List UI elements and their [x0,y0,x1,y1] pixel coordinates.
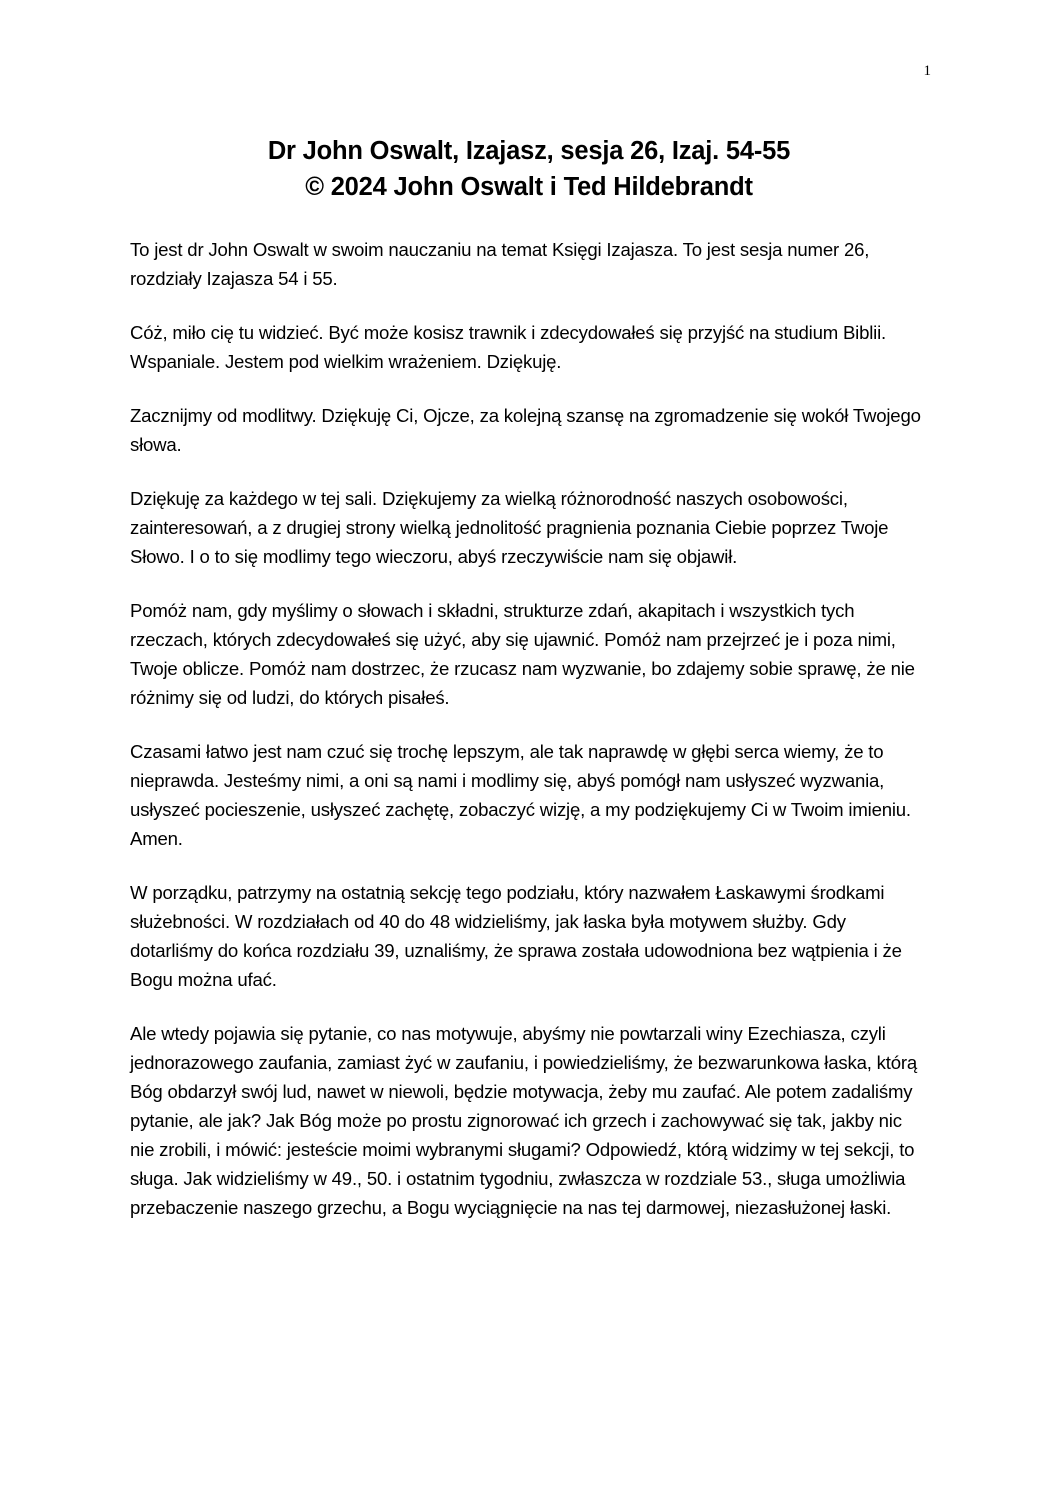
paragraph-greeting: Cóż, miło cię tu widzieć. Być może kosisz trawnik i zdecydowałeś się przyjść na studium Biblii. Wspaniale. Jestem pod wielkim wrażeniem. Dziękuję. [130,322,887,372]
title-line-2: © 2024 John Oswalt i Ted Hildebrandt [305,173,753,201]
paragraph-prayer-thanks: Dziękuję za każdego w tej sali. Dziękujemy za wielką różnorodność naszych osobowości, zainteresowań, a z drugiej strony wielką jednolitość pragnienia poznania Ciebie poprzez Twoje Słowo. I o to się modlimy tego wieczoru, abyś rzeczywiście nam się objawił. [130,488,889,567]
paragraph-section-overview: W porządku, patrzymy na ostatnią sekcję tego podziału, który nazwałem Łaskawymi środkami służebności. W rozdziałach od 40 do 48 widzieliśmy, jak łaska była motywem służby. Gdy dotarliśmy do końca rozdziału 39, uznaliśmy, że sprawa została udowodniona bez wątpienia i że Bogu można ufać. [130,882,902,990]
paragraph-prayer-end: Czasami łatwo jest nam czuć się trochę lepszym, ale tak naprawdę w głębi serca wiemy, że to nieprawda. Jesteśmy nimi, a oni są nami i modlimy się, abyś pomógł nam usłyszeć wyzwania, usłyszeć pocieszenie, usłyszeć zachętę, zobaczyć wizję, a my podziękujemy Ci w Twoim imieniu. Amen. [130,741,911,849]
paragraph-intro: To jest dr John Oswalt w swoim nauczaniu na temat Księgi Izajasza. To jest sesja numer 26, rozdziały Izajasza 54 i 55. [130,239,870,289]
paragraph-prayer-help: Pomóż nam, gdy myślimy o słowach i składni, strukturze zdań, akapitach i wszystkich tych rzeczach, których zdecydowałeś się użyć, aby się ujawnić. Pomóż nam przejrzeć je i poza nimi, Twoje oblicze. Pomóż nam dostrzec, że rzucasz nam wyzwanie, bo zdajemy sobie sprawę, że nie różnimy się od ludzi, do których pisałeś. [130,600,915,708]
page-number: 1 [923,63,931,79]
paragraph-servant-question: Ale wtedy pojawia się pytanie, co nas motywuje, abyśmy nie powtarzali winy Ezechiasza, czyli jednorazowego zaufania, zamiast żyć w zaufaniu, i powiedzieliśmy, że bezwarunkowa łaska, którą Bóg obdarzył swój lud, nawet w niewoli, będzie motywacja, żeby mu zaufać. Ale potem zadaliśmy pytanie, ale jak? Jak Bóg może po prostu zignorować ich grzech i zachowywać się tak, jakby nic nie zrobili, i mówić: jesteście moimi wybranymi sługami? Odpowiedź, którą widzimy w tej sekcji, to sługa. Jak widzieliśmy w 49., 50. i ostatnim tygodniu, zwłaszcza w rozdziale 53., sługa umożliwia przebaczenie naszego grzechu, a Bogu wyciągnięcie na nas tej darmowej, niezasłużonej łaski. [130,1023,917,1218]
document-title [130,133,928,205]
document-body [130,235,930,1247]
title-line-1: Dr John Oswalt, Izajasz, sesja 26, Izaj. 54-55 [267,137,791,165]
paragraph-prayer-start: Zacznijmy od modlitwy. Dziękuję Ci, Ojcze, za kolejną szansę na zgromadzenie się wokół Twojego słowa. [130,405,921,455]
